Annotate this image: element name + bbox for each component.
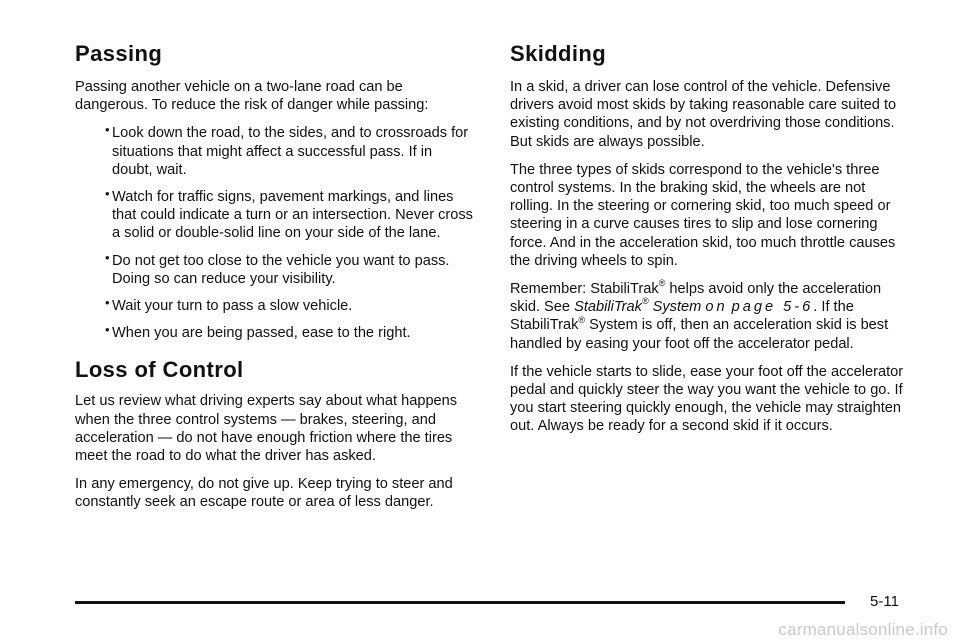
page-number: 5-11 (870, 593, 899, 610)
list-item (75, 324, 475, 342)
list-item-text: Watch for traffic signs, pavement markings, and lines that could indicate a turn or an intersection. Never cross a solid or double-solid line on your side of the lane. (112, 189, 473, 242)
bullet-icon: • (105, 122, 110, 138)
right-column (510, 40, 910, 446)
loss-paragraph-1: Let us review what driving experts say about what happens when the three control systems — brakes, steering, and acceleration — do not have enough friction where the tires meet the road to do what the driver has asked. (75, 393, 458, 465)
skid-paragraph-2: The three types of skids correspond to the vehicle's three control systems. In the braking skid, the wheels are not rolling. In the steering or cornering skid, too much speed or steering in a curve causes tires to slip and lose cornering force. And in the acceleration skid, too much throttle causes the driving wheels to spin. (510, 161, 896, 269)
bullet-icon: • (105, 186, 110, 202)
watermark: carmanualsonline.info (778, 620, 948, 639)
left-column (75, 40, 475, 522)
passing-intro: Passing another vehicle on a two-lane road can be dangerous. To reduce the risk of danger while passing: (75, 79, 429, 114)
skid-paragraph-1: In a skid, a driver can lose control of the vehicle. Defensive drivers avoid most skids by taking reasonable care suited to existing conditions, and by not overdriving those conditions. But skids are always possible. (510, 79, 897, 150)
registered-mark: ® (658, 278, 666, 289)
passing-bullet-list (75, 124, 475, 342)
list-item-text: Wait your turn to pass a slow vehicle. (112, 298, 353, 315)
list-item (75, 124, 475, 179)
skidding-heading: Skidding (510, 41, 607, 66)
list-item-text: Look down the road, to the sides, and to crossroads for situations that might affect a successful pass. If in doubt, wait. (112, 125, 469, 178)
skid-paragraph-3: Remember: StabiliTrak® helps avoid only the acceleration skid. See StabiliTrak® System on page 5-6. If the StabiliTrak® System is off, then an acceleration skid is best handled by easing your foot off the accelerator pedal. (510, 278, 889, 352)
loss-of-control-heading: Loss of Control (75, 357, 244, 383)
list-item (75, 188, 475, 243)
footer-rule (75, 601, 845, 604)
passing-heading: Passing (75, 41, 163, 66)
bullet-icon: • (105, 322, 110, 338)
list-item-text: When you are being passed, ease to the right. (112, 325, 411, 342)
list-item (75, 297, 475, 315)
registered-mark: ® (578, 314, 586, 325)
bullet-icon: • (105, 295, 110, 311)
bullet-icon: • (105, 249, 110, 265)
cross-reference-link[interactable]: StabiliTrak® System on page 5-6 (574, 296, 814, 316)
list-item (75, 249, 475, 288)
list-item-text: Do not get too close to the vehicle you want to pass. Doing so can reduce your visibility. (112, 252, 450, 287)
loss-paragraph-2: In any emergency, do not give up. Keep trying to steer and constantly seek an escape route or area of less danger. (75, 476, 453, 511)
skid-paragraph-4: If the vehicle starts to slide, ease your foot off the accelerator pedal and quickly steer the way you want the vehicle to go. If you start steering quickly enough, the vehicle may straighten out. Always be ready for a second skid if it occurs. (510, 363, 904, 435)
